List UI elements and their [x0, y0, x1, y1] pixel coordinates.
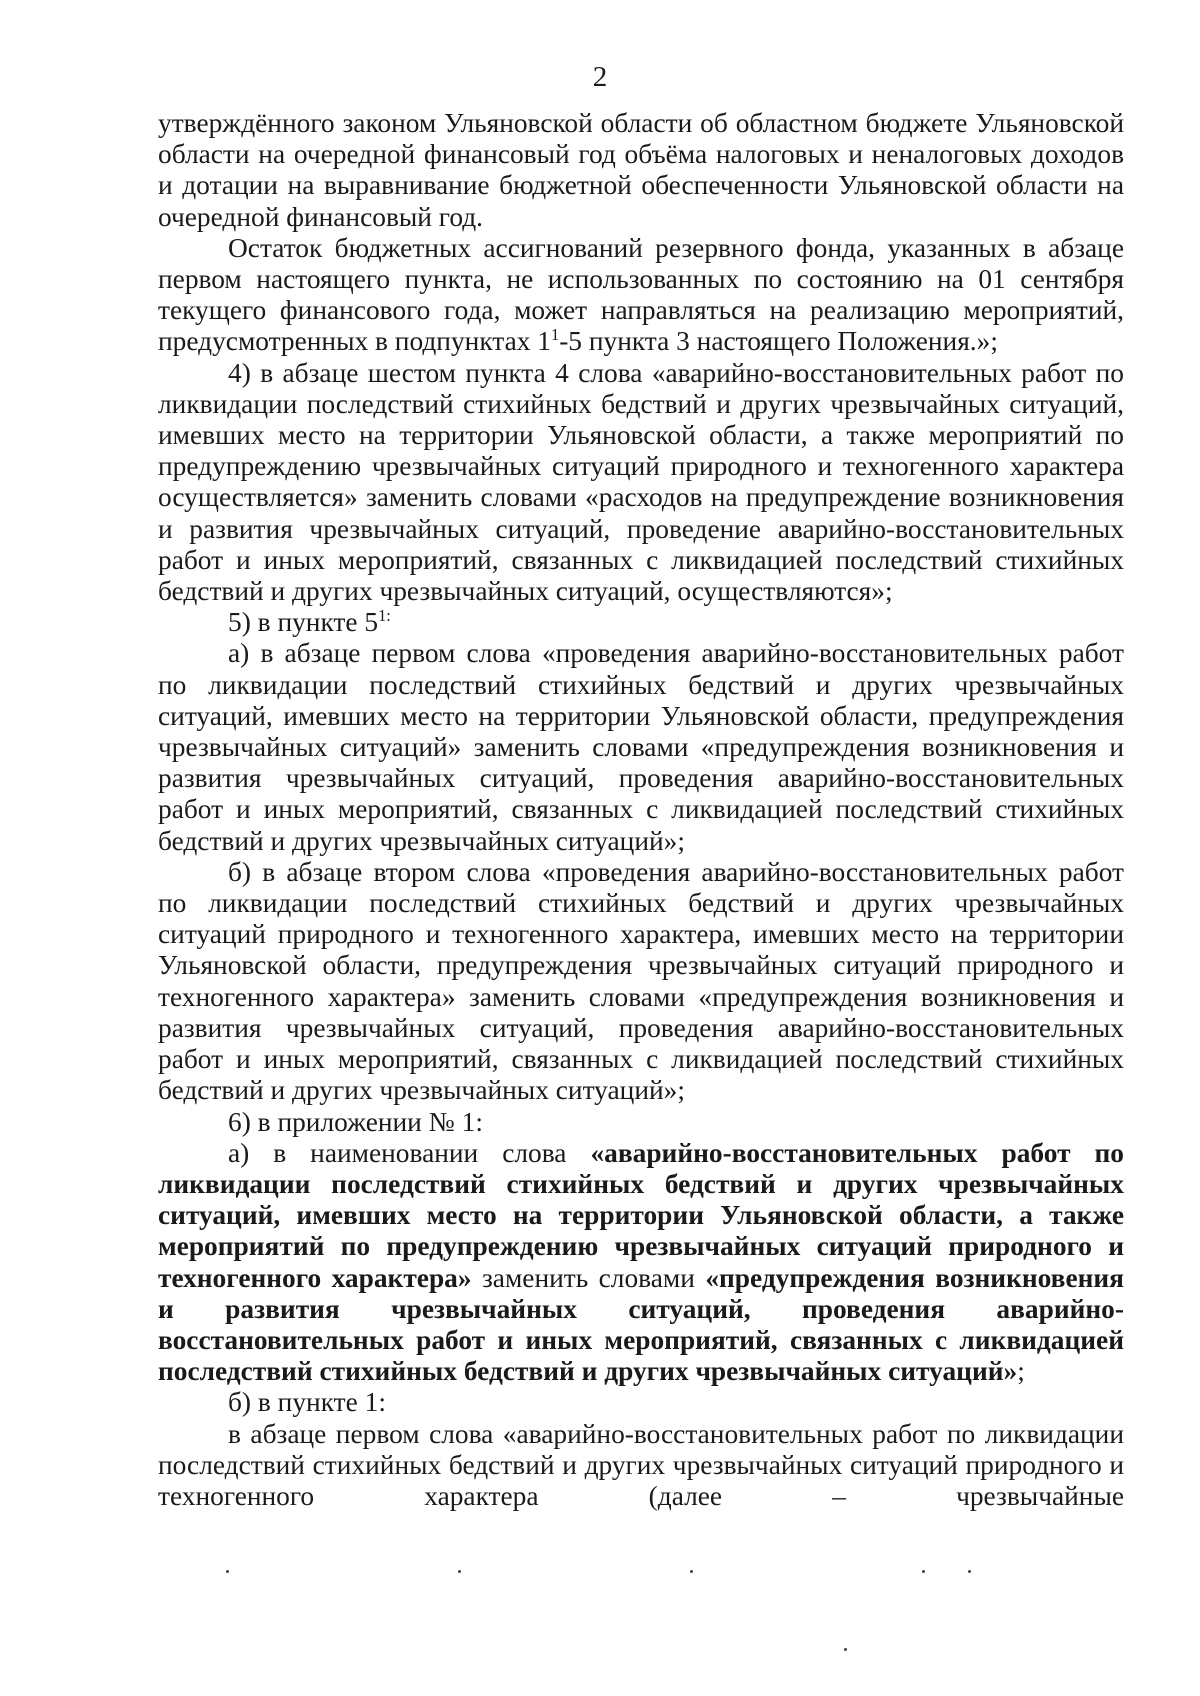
paragraph-item-5 — [158, 607, 1124, 638]
page-number: 2 — [592, 61, 608, 93]
bold-quoted-text: «аварийно-восстановительных работ по ликвидации последствий стихийных бедствий и других чрезвычайных ситуаций, имевших место на территории Ульяновской области, а также мероприятий по предупреждению чрезвычайных ситуаций природного и техногенного характера» — [158, 1137, 1125, 1293]
scan-speck — [922, 1570, 925, 1573]
paragraph-text: ; — [1017, 1356, 1025, 1387]
scan-speck — [690, 1570, 693, 1573]
paragraph-text: Остаток бюджетных ассигнований резервного фонда, указанных в абзаце первом настоящего пункта, не использованных по состоянию на 01 сентября текущего финансового года, может направляться на реализацию мероприятий, предусмотренных в подпунктах 1 — [158, 232, 1124, 357]
scan-speck — [844, 1648, 847, 1651]
paragraph-budget-volume: утверждённого законом Ульяновской области об областном бюджете Ульяновской области на очередной финансовый год объёма налоговых и неналоговых доходов и дотации на выравнивание бюджетной обеспеченности Ульяновской области на очередной финансовый год. — [158, 108, 1124, 232]
paragraph-item-4: 4) в абзаце шестом пункта 4 слова «аварийно-восстановительных работ по ликвидации последствий стихийных бедствий и других чрезвычайных ситуаций, имевших место на территории Ульяновской области, а также мероприятий по предупреждению чрезвычайных ситуаций природного и техногенного характера осуществляется» заменить словами «расходов на предупреждение возникновения и развития чрезвычайных ситуаций, проведение аварийно-восстановительных работ и иных мероприятий, связанных с ликвидацией последствий стихийных бедствий и других чрезвычайных ситуаций, осуществляются»; — [158, 357, 1124, 607]
paragraph-text: 5) в пункте 5 — [228, 607, 379, 638]
paragraph-item-6a — [158, 1138, 1124, 1388]
paragraph-item-6: 6) в приложении № 1: — [228, 1106, 483, 1137]
paragraph-item-6b: б) в пункте 1: — [228, 1387, 386, 1418]
paragraph-text: -5 пункта 3 настоящего Положения.»; — [559, 326, 998, 357]
paragraph-text: заменить словами — [471, 1262, 706, 1293]
bold-quoted-text: «предупреждения возникновения и развития чрезвычайных ситуаций, проведения аварийно-восстановительных работ и иных мероприятий, связанных с ликвидацией последствий стихийных бедствий и других чрезвычайных ситуаций» — [158, 1262, 1124, 1387]
paragraph-item-5a: а) в абзаце первом слова «проведения аварийно-восстановительных работ по ликвидации последствий стихийных бедствий и других чрезвычайных ситуаций, имевших место на территории Ульяновской области, предупреждения чрезвычайных ситуаций» заменить словами «предупреждения возникновения и развития чрезвычайных ситуаций, проведения аварийно-восстановительных работ и иных мероприятий, связанных с ликвидацией последствий стихийных бедствий и других чрезвычайных ситуаций»; — [158, 638, 1124, 856]
paragraph-text: а) в наименовании слова — [228, 1137, 591, 1168]
paragraph-item-5b: б) в абзаце втором слова «проведения аварийно-восстановительных работ по ликвидации последствий стихийных бедствий и других чрезвычайных ситуаций природного и техногенного характера, имевших место на территории Ульяновской области, предупреждения чрезвычайных ситуаций природного и техногенного характера» заменить словами «предупреждения возникновения и развития чрезвычайных ситуаций, проведения аварийно-восстановительных работ и иных мероприятий, связанных с ликвидацией последствий стихийных бедствий и других чрезвычайных ситуаций»; — [158, 856, 1124, 1106]
scan-specks — [158, 1568, 1124, 1578]
superscript: 1: — [378, 606, 391, 626]
paragraph-item-6b-text: в абзаце первом слова «аварийно-восстановительных работ по ликвидации последствий стихийных бедствий и других чрезвычайных ситуаций природного и техногенного характера (далее – чрезвычайные — [158, 1418, 1124, 1511]
paragraph-reserve-fund-balance — [158, 233, 1124, 358]
scan-speck — [968, 1570, 971, 1573]
document-body — [158, 108, 1124, 1512]
superscript: 1 — [550, 325, 560, 345]
scan-speck — [458, 1570, 461, 1573]
scan-speck — [226, 1570, 229, 1573]
